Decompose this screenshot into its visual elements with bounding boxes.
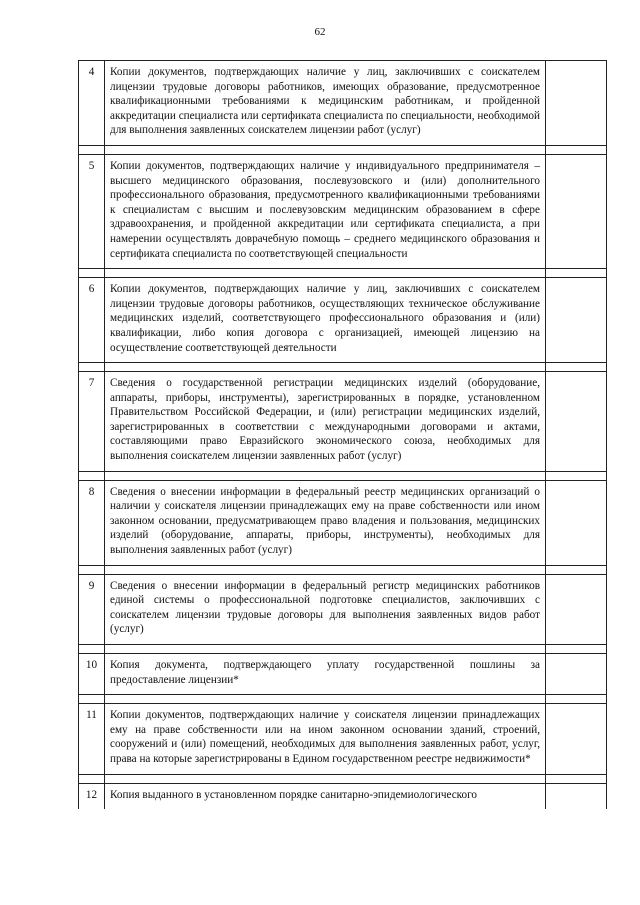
documents-table bbox=[78, 60, 607, 809]
row-spacer bbox=[79, 565, 607, 574]
table-row bbox=[79, 278, 607, 363]
row-empty-cell bbox=[546, 783, 607, 809]
row-number: 10 bbox=[79, 654, 105, 695]
row-spacer bbox=[79, 363, 607, 372]
row-text: Копия документа, подтверждающего уплату государственной пошлины за предоставление лицензии* bbox=[105, 654, 546, 695]
row-text: Сведения о государственной регистрации медицинских изделий (оборудование, аппараты, приборы, инструменты), зарегистрированных в порядке, установленном Правительством Российской Федерации, и (или) регистрации медицинских изделий, зарегистрированных в соответствии с международными договорами и актами, составляющими право Евразийского экономического союза, необходимых для выполнения соискателем лицензии заявленных работ (услуг) bbox=[105, 372, 546, 472]
row-number: 11 bbox=[79, 704, 105, 774]
table-row bbox=[79, 61, 607, 146]
row-number: 7 bbox=[79, 372, 105, 472]
row-empty-cell bbox=[546, 372, 607, 472]
page-number: 62 bbox=[314, 26, 326, 38]
row-number: 5 bbox=[79, 154, 105, 268]
row-spacer bbox=[79, 695, 607, 704]
row-text: Сведения о внесении информации в федеральный регистр медицинских работников единой системы о профессиональной подготовке специалистов, заключивших с соискателем лицензии трудовые договоры для выполнения заявленных видов работ (услуг) bbox=[105, 574, 546, 644]
row-empty-cell bbox=[546, 61, 607, 146]
row-empty-cell bbox=[546, 278, 607, 363]
row-text: Копия выданного в установленном порядке санитарно-эпидемиологического bbox=[105, 783, 546, 809]
table-row bbox=[79, 480, 607, 565]
row-number: 8 bbox=[79, 480, 105, 565]
row-text: Копии документов, подтверждающих наличие у индивидуального предпринимателя – высшего медицинского образования, послевузовского и (или) дополнительного профессионального образования, предусмотренного квалификационными требованиями к специалистам с высшим и послевузовским медицинским образованием в сфере здравоохранения, и пройденной аккредитации или сертификата специалиста, а при намерении осуществлять доврачебную помощь – среднего медицинского образования и сертификата специалиста по соответствующей специальности bbox=[105, 154, 546, 268]
table-row bbox=[79, 574, 607, 644]
row-empty-cell bbox=[546, 154, 607, 268]
row-spacer bbox=[79, 774, 607, 783]
row-spacer bbox=[79, 471, 607, 480]
row-text: Копии документов, подтверждающих наличие у лиц, заключивших с соискателем лицензии трудовые договоры работников, имеющих образование, предусмотренное квалификационными требованиями к медицинским работникам, и пройденной аккредитации специалиста или сертификата специалиста по специальности, необходимой для выполнения заявленных соискателем лицензии работ (услуг) bbox=[105, 61, 546, 146]
row-text: Сведения о внесении информации в федеральный реестр медицинских организаций о наличии у соискателя лицензии принадлежащих ему на праве собственности или ином законном основании, предусматривающем право владения и пользования, медицинских изделий (оборудование, аппараты, приборы, инструменты), необходимых для выполнения заявленных работ (услуг) bbox=[105, 480, 546, 565]
row-empty-cell bbox=[546, 480, 607, 565]
row-number: 9 bbox=[79, 574, 105, 644]
row-number: 4 bbox=[79, 61, 105, 146]
row-spacer bbox=[79, 269, 607, 278]
row-empty-cell bbox=[546, 574, 607, 644]
row-number: 6 bbox=[79, 278, 105, 363]
row-empty-cell bbox=[546, 704, 607, 774]
row-text: Копии документов, подтверждающих наличие у лиц, заключивших с соискателем лицензии трудовые договоры работников, осуществляющих техническое обслуживание медицинских изделий, соответствующего профессионального образования и (или) квалификации, либо копия договора с организацией, имеющей лицензию на осуществление соответствующей деятельности bbox=[105, 278, 546, 363]
row-text: Копии документов, подтверждающих наличие у соискателя лицензии принадлежащих ему на праве собственности или на ином законном основании зданий, строений, сооружений и (или) помещений, необходимых для выполнения заявленных работ, услуг, права на которые зарегистрированы в Едином государственном реестре недвижимости* bbox=[105, 704, 546, 774]
table-row bbox=[79, 704, 607, 774]
row-spacer bbox=[79, 145, 607, 154]
table-row bbox=[79, 372, 607, 472]
table-row bbox=[79, 654, 607, 695]
row-spacer bbox=[79, 645, 607, 654]
row-empty-cell bbox=[546, 654, 607, 695]
table-row bbox=[79, 154, 607, 268]
table-row bbox=[79, 783, 607, 809]
row-number: 12 bbox=[79, 783, 105, 809]
